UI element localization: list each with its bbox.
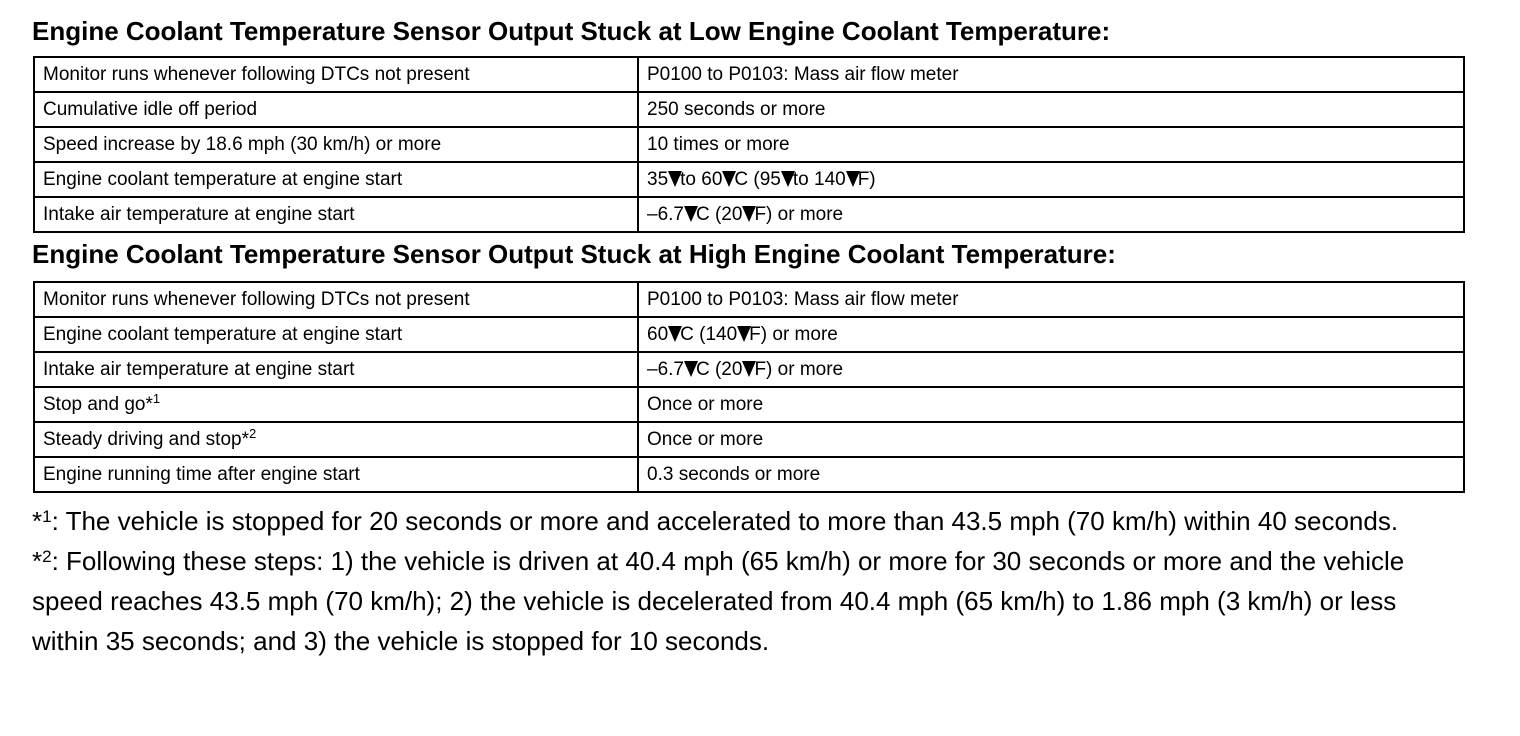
value-part: C (140 [680, 323, 738, 345]
table-row [34, 387, 1464, 422]
footnote-marker: * [32, 506, 43, 536]
condition-value: 0.3 seconds or more [638, 457, 1464, 492]
table-row [34, 162, 1464, 197]
condition-label: Cumulative idle off period [34, 92, 638, 127]
value-part: 35 [647, 168, 669, 190]
condition-label: Engine coolant temperature at engine start [34, 317, 638, 352]
condition-label: Intake air temperature at engine start [34, 197, 638, 232]
condition-label: Engine coolant temperature at engine start [34, 162, 638, 197]
label-text: Steady driving and stop* [43, 428, 249, 450]
document [32, 14, 1464, 661]
table-row [34, 127, 1464, 162]
value-part: 60 [647, 323, 669, 345]
table-row [34, 197, 1464, 232]
footnote-text: : The vehicle is stopped for 20 seconds or more and accelerated to more than 43.5 mph (70 km/h) within 40 seconds. [51, 506, 1399, 536]
footnote-ref: 2 [248, 425, 257, 441]
value-part: C (20 [695, 358, 743, 380]
table-row [34, 352, 1464, 387]
footnote-number: 1 [42, 507, 52, 526]
value-part: to 140 [792, 168, 846, 190]
condition-value [638, 352, 1464, 387]
table-row [34, 57, 1464, 92]
condition-value: P0100 to P0103: Mass air flow meter [638, 282, 1464, 317]
table-row [34, 422, 1464, 457]
section-title-low: Engine Coolant Temperature Sensor Output Stuck at Low Engine Coolant Temperature: [32, 16, 1111, 46]
footnote-2 [32, 541, 1464, 661]
section-title-high: Engine Coolant Temperature Sensor Output Stuck at High Engine Coolant Temperature: [32, 239, 1116, 269]
table-row [34, 92, 1464, 127]
high-temp-conditions-table [33, 281, 1465, 493]
condition-label [34, 387, 638, 422]
condition-value: Once or more [638, 422, 1464, 457]
value-part: to 60 [680, 168, 723, 190]
value-part: C (20 [695, 203, 743, 225]
value-part: F) or more [749, 323, 838, 345]
low-temp-conditions-table [33, 56, 1465, 233]
footnote-number: 2 [42, 547, 52, 566]
table-row [34, 282, 1464, 317]
value-part: F) or more [754, 203, 844, 225]
value-part: F) or more [754, 358, 844, 380]
table-row [34, 457, 1464, 492]
footnote-text: : Following these steps: 1) the vehicle is driven at 40.4 mph (65 km/h) or more for 30 seconds or more and the vehicle speed reaches 43.5 mph (70 km/h); 2) the vehicle is decelerated from 40.4 mph (65 km/h) to 1.86 mph (3 km/h) or less within 35 seconds; and 3) the vehicle is stopped for 10 seconds. [32, 546, 1405, 656]
condition-value: 10 times or more [638, 127, 1464, 162]
footnotes [32, 501, 1464, 661]
label-text: Stop and go* [43, 393, 153, 415]
value-part: F) [857, 168, 876, 190]
value-part: –6.7 [647, 203, 684, 225]
value-part: C (95 [734, 168, 781, 190]
footnote-ref: 1 [152, 390, 161, 406]
footnote-1 [32, 501, 1464, 541]
condition-label [34, 422, 638, 457]
footnote-marker: * [32, 546, 43, 576]
condition-label: Intake air temperature at engine start [34, 352, 638, 387]
condition-label: Monitor runs whenever following DTCs not present [34, 282, 638, 317]
table-row [34, 317, 1464, 352]
condition-label: Engine running time after engine start [34, 457, 638, 492]
condition-value [638, 317, 1464, 352]
value-part: –6.7 [647, 358, 684, 380]
condition-value: Once or more [638, 387, 1464, 422]
condition-value [638, 162, 1464, 197]
condition-label: Monitor runs whenever following DTCs not present [34, 57, 638, 92]
condition-label: Speed increase by 18.6 mph (30 km/h) or more [34, 127, 638, 162]
condition-value: P0100 to P0103: Mass air flow meter [638, 57, 1464, 92]
condition-value: 250 seconds or more [638, 92, 1464, 127]
condition-value [638, 197, 1464, 232]
